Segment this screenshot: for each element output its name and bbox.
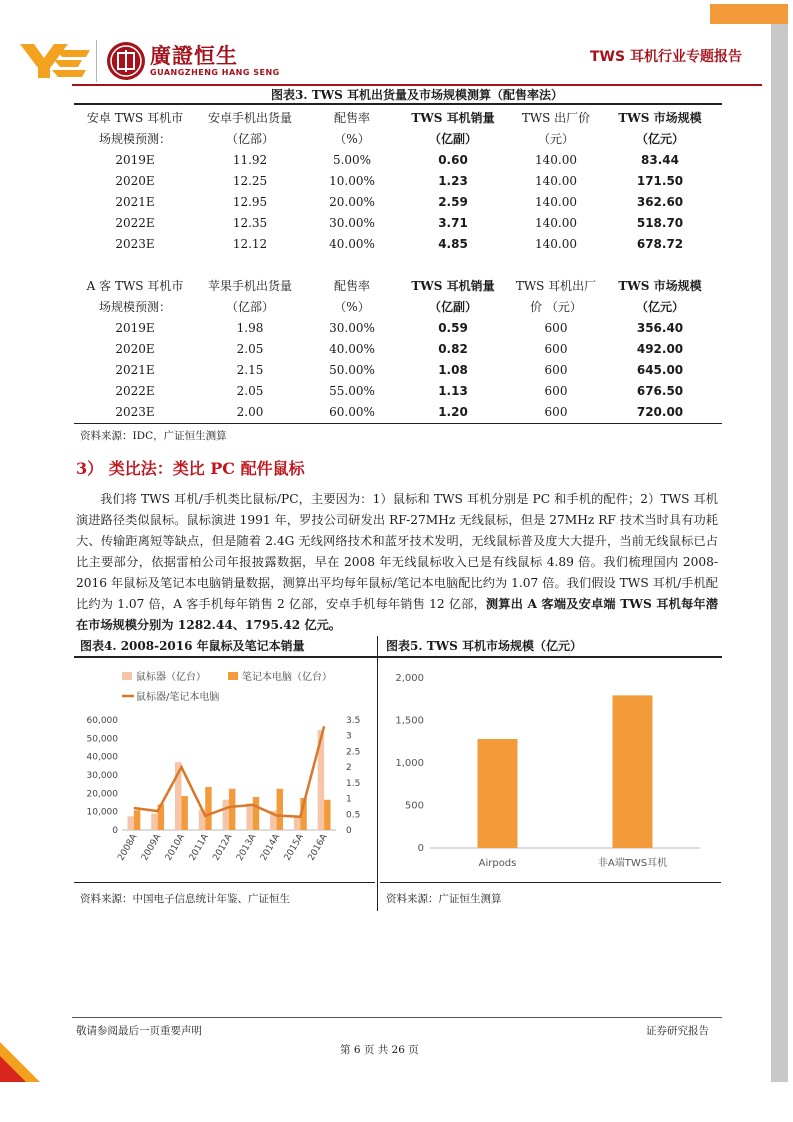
y-tick-label: 0 (112, 826, 118, 836)
y2-tick-label: 2.5 (346, 747, 361, 758)
bar-mouse (151, 814, 157, 831)
bar-mouse (223, 800, 229, 830)
x-tick-label: 非A端TWS耳机 (597, 858, 668, 869)
y2-tick-label: 0 (346, 826, 352, 836)
x-tick-label: 2012A (211, 832, 235, 863)
header-cell: TWS 耳机销量 (411, 279, 495, 293)
y2-tick-label: 0.5 (346, 810, 361, 821)
header-cell: （亿元） (635, 132, 684, 146)
hang-seng-seal-icon (106, 40, 146, 82)
table-row (76, 380, 716, 401)
year-cell: 2023E (115, 236, 155, 251)
table-cell: 2.00 (236, 404, 264, 419)
table-cell: 12.12 (232, 236, 268, 251)
section-heading: 3） 类比法：类比 PC 配件鼠标 (76, 459, 305, 478)
table-header-row (76, 128, 716, 149)
table-cell: 645.00 (636, 362, 684, 377)
table-cell: 40.00% (329, 236, 375, 251)
table-cell: 11.92 (232, 152, 268, 167)
table-cell: 600 (544, 320, 568, 335)
table-cell: 30.00% (329, 215, 375, 230)
bar-mouse (294, 816, 300, 830)
mouse-laptop-chart (78, 662, 374, 880)
header-cell: 安卓手机出货量 (207, 111, 292, 125)
y-tick-label: 1,000 (395, 758, 424, 769)
table-cell: 50.00% (329, 362, 375, 377)
x-tick-label: 2015A (282, 832, 306, 863)
header-cell: TWS 市场规模 (618, 279, 702, 293)
header-cell: （亿元） (635, 300, 684, 314)
table-cell: 600 (544, 362, 568, 377)
x-tick-label: 2011A (187, 832, 211, 863)
y-tick-label: 20,000 (86, 789, 118, 800)
table-cell: 12.35 (232, 215, 268, 230)
table-cell: 140.00 (535, 215, 577, 230)
year-cell: 2020E (115, 341, 155, 356)
header-cell: （亿部） (225, 132, 274, 146)
year-cell: 2020E (115, 173, 155, 188)
bar-laptop (324, 800, 330, 830)
y-tick-label: 60,000 (86, 716, 118, 726)
y2-tick-label: 1 (346, 794, 352, 805)
table-cell: 60.00% (329, 404, 375, 419)
y-tick-label: 50,000 (86, 734, 118, 745)
legend-label: 鼠标器/笔记本电脑 (136, 692, 220, 703)
table-cell: 0.59 (438, 320, 468, 335)
body-text-bold: 测算出 A 客端及安卓端 TWS 耳机每年潜在市场规模分别为 1282.44、1795.42 亿元。 (76, 597, 718, 632)
footer-report-type: 证券研究报告 (646, 1025, 709, 1037)
figure4-source: 资料来源：中国电子信息统计年鉴、广证恒生 (80, 893, 290, 905)
legend-label: 鼠标器（亿台） (136, 672, 206, 683)
header-cell: A 客 TWS 耳机市 (86, 279, 184, 293)
header-cell: 配售率 (333, 111, 370, 125)
table-row (76, 401, 716, 422)
x-tick-label: 2010A (163, 832, 188, 863)
table-header-row (76, 275, 716, 296)
header-cell: 配售率 (333, 279, 370, 293)
table-cell: 1.20 (438, 404, 468, 419)
bar-laptop (205, 787, 211, 830)
y-tick-label: 30,000 (86, 771, 118, 781)
table-cell: 12.95 (232, 194, 268, 209)
table-row (76, 359, 716, 380)
header-cell: （元） (537, 132, 574, 146)
year-cell: 2022E (115, 383, 155, 398)
table-cell: 140.00 (535, 173, 577, 188)
figure5-caption: 图表5. TWS 耳机市场规模（亿元） (386, 639, 582, 653)
apple-forecast-table (76, 275, 716, 422)
table-row (76, 191, 716, 212)
bar-market-size (613, 695, 653, 848)
y2-tick-label: 3.5 (346, 716, 361, 726)
table-cell: 5.00% (332, 152, 372, 167)
bar-mouse (246, 803, 252, 830)
bar-laptop (277, 789, 283, 830)
y-tick-label: 2,000 (395, 673, 424, 684)
brand-name-en: GUANGZHENG HANG SENG (150, 68, 280, 77)
company-logo-icon (20, 42, 90, 80)
table-cell: 4.85 (438, 236, 468, 251)
table-cell: 0.60 (438, 152, 468, 167)
bar-laptop (181, 796, 187, 830)
footer-rule (72, 1017, 722, 1018)
corner-triangle-icon (0, 1042, 40, 1082)
bar-mouse (127, 816, 133, 830)
table-cell: 676.50 (636, 383, 684, 398)
table-cell: 12.25 (232, 173, 268, 188)
figure4-bottom-rule (74, 882, 375, 883)
table-cell: 0.82 (438, 341, 468, 356)
footer-disclaimer: 敬请参阅最后一页重要声明 (76, 1025, 202, 1037)
header-cell: TWS 市场规模 (618, 111, 702, 125)
table-cell: 600 (544, 341, 568, 356)
y-tick-label: 1,500 (395, 715, 424, 727)
header-cell: （%） (334, 300, 370, 314)
y-tick-label: 40,000 (86, 752, 118, 763)
table-cell: 356.40 (636, 320, 684, 335)
table-header-row (76, 107, 716, 128)
x-tick-label: 2008A (116, 832, 140, 863)
legend-label: 笔记本电脑（亿台） (242, 672, 332, 683)
table-header-row (76, 296, 716, 317)
header-accent-bar (710, 4, 788, 24)
table-cell: 3.71 (438, 215, 468, 230)
year-cell: 2021E (115, 194, 155, 209)
legend-swatch-laptop (228, 672, 238, 680)
header-cell: TWS 出厂价 (521, 111, 591, 125)
header-cell: （%） (334, 132, 370, 146)
android-forecast-table (76, 107, 716, 254)
year-cell: 2021E (115, 362, 155, 377)
table-cell: 492.00 (636, 341, 684, 356)
bar-market-size (478, 739, 518, 848)
header-cell: （亿部） (225, 300, 274, 314)
header-cell: TWS 耳机出厂 (515, 279, 597, 293)
table-cell: 30.00% (329, 320, 375, 335)
table-cell: 140.00 (535, 236, 577, 251)
table-cell: 10.00% (329, 173, 375, 188)
y-tick-label: 10,000 (86, 807, 118, 818)
header-cell: （亿副） (428, 132, 477, 146)
bar-laptop (229, 789, 235, 830)
table-cell: 518.70 (636, 215, 684, 230)
table-cell: 1.08 (438, 362, 468, 377)
figure-divider (377, 636, 378, 911)
x-tick-label: 2016A (306, 832, 330, 863)
table-cell: 83.44 (641, 152, 679, 167)
figure4-caption: 图表4. 2008-2016 年鼠标及笔记本销量 (80, 639, 305, 653)
page-side-bar (771, 24, 788, 1082)
y2-tick-label: 3 (346, 731, 352, 742)
table-cell: 2.15 (236, 362, 264, 377)
y2-tick-label: 1.5 (346, 778, 361, 789)
table-cell: 55.00% (329, 383, 375, 398)
header-cell: （亿副） (428, 300, 477, 314)
y2-tick-label: 2 (346, 763, 352, 774)
tws-market-chart (382, 662, 720, 880)
table-cell: 20.00% (329, 194, 375, 209)
table-cell: 600 (544, 383, 568, 398)
header-cell: TWS 耳机销量 (411, 111, 495, 125)
year-cell: 2023E (115, 404, 155, 419)
header-cell: 安卓 TWS 耳机市 (86, 111, 184, 125)
table-cell: 720.00 (636, 404, 684, 419)
year-cell: 2019E (115, 152, 155, 167)
table-source: 资料来源：IDC，广证恒生测算 (80, 430, 227, 442)
table-cell: 140.00 (535, 152, 577, 167)
body-text: 我们将 TWS 耳机/手机类比鼠标/PC，主要因为：1）鼠标和 TWS 耳机分别是 PC 和手机的配件；2）TWS 耳机演进路径类似鼠标。鼠标演进 1991 年，罗技公司研发出 RF-27MHz 无线鼠标，但是 27MHz RF 技术当时具有功耗大、传输距离短等缺点，但是随着 2.4G 无线网络技术和蓝牙技术发明，无线鼠标普及度大大提升，当前无线鼠标已占比主要部分，依据雷柏公司年报披露数据，早在 2008 年无线鼠标收入已是有线鼠标 4.89 倍。我们梳理国内 2008-2016 年鼠标及笔记本电脑销量数据，测算出平均每年鼠标/笔记本电脑配比约为 1.07 倍。我们假设 TWS 耳机/手机配比约为 1.07 倍，A 客手机每年销售 2 亿部，安卓手机每年销售 12 亿部， (76, 492, 718, 611)
table-caption: 图表3. TWS 耳机出货量及市场规模测算（配售率法） (271, 88, 563, 102)
table-row (76, 212, 716, 233)
table-row (76, 233, 716, 254)
x-tick-label: 2009A (140, 832, 164, 863)
table-cell: 362.60 (636, 194, 684, 209)
page-number: 第 6 页 共 26 页 (340, 1044, 419, 1056)
table-cell: 2.05 (236, 383, 264, 398)
x-tick-label: 2014A (258, 832, 283, 863)
brand-name-cn: 廣證恒生 (150, 44, 238, 68)
table-row (76, 317, 716, 338)
year-cell: 2019E (115, 320, 155, 335)
table-top-rule (74, 103, 722, 105)
header-cell: 场规模预测： (98, 300, 171, 314)
table-row (76, 170, 716, 191)
header-cell: 苹果手机出货量 (207, 279, 292, 293)
header-cell: 场规模预测： (98, 132, 171, 146)
table-row (76, 149, 716, 170)
year-cell: 2022E (115, 215, 155, 230)
figure-top-rule (74, 656, 722, 658)
table-cell: 2.05 (236, 341, 264, 356)
report-title: TWS 耳机行业专题报告 (590, 49, 742, 65)
x-tick-label: 2013A (235, 832, 259, 863)
table-cell: 2.59 (438, 194, 468, 209)
table-row (76, 338, 716, 359)
bar-laptop (134, 810, 140, 830)
legend-swatch-mouse (122, 672, 132, 680)
table-cell: 600 (544, 404, 568, 419)
table-cell: 1.98 (236, 320, 264, 335)
table-bottom-rule (74, 423, 722, 424)
table-cell: 140.00 (535, 194, 577, 209)
y-tick-label: 0 (417, 843, 424, 854)
table-cell: 678.72 (636, 236, 684, 251)
logo-separator (96, 40, 97, 82)
header-cell: 价 （元） (530, 300, 582, 314)
table-cell: 1.13 (438, 383, 468, 398)
figure5-bottom-rule (380, 882, 721, 883)
y-tick-label: 500 (404, 800, 424, 812)
x-tick-label: Airpods (478, 858, 517, 869)
table-cell: 1.23 (438, 173, 468, 188)
table-cell: 40.00% (329, 341, 375, 356)
body-paragraph (76, 489, 718, 636)
table-cell: 171.50 (636, 173, 684, 188)
bar-laptop (253, 797, 259, 830)
figure5-source: 资料来源：广证恒生测算 (386, 893, 502, 905)
